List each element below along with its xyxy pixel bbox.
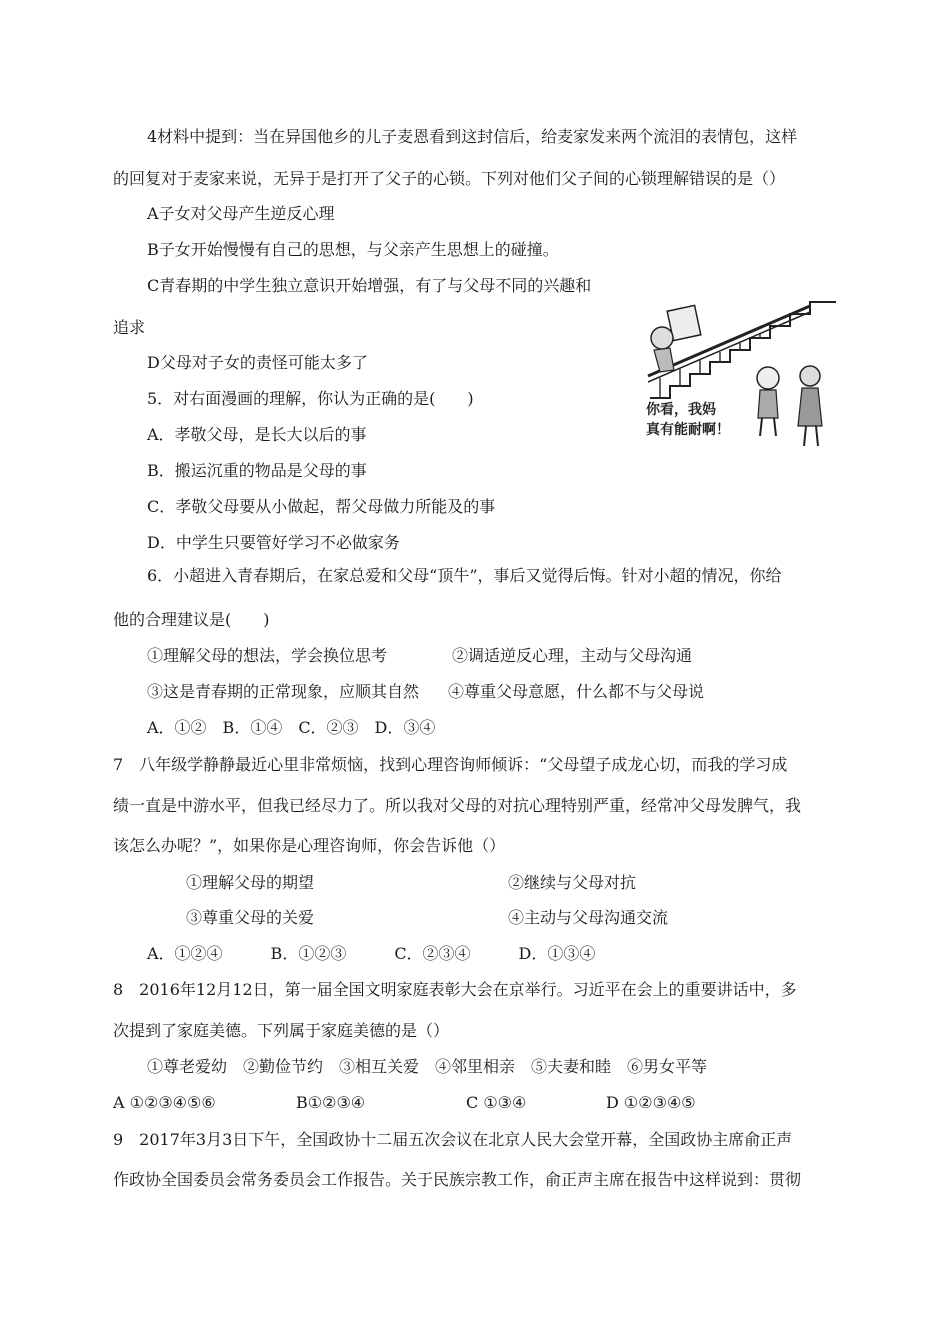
q6-answers: A．①② B．①④ C．②③ D．③④ [147,718,436,737]
q7-statement-2: ②继续与父母对抗 [508,873,637,892]
stairs-cartoon-drawing [640,298,840,458]
q7-stem-line2: 绩一直是中游水平，但我已经尽力了。所以我对父母的对抗心理特别严重，经常冲父母发脾气，我 [113,796,802,815]
q5-stem: 5．对右面漫画的理解，你认为正确的是( ) [147,389,474,408]
q7-answers: A．①②④ B．①②③ C．②③④ D．①③④ [147,944,596,963]
q4-option-a: A子女对父母产生逆反心理 [147,204,335,223]
stairs-cartoon [640,298,840,458]
q4-option-d: D父母对子女的责怪可能太多了 [147,353,368,372]
q7-stem-line1: 7 八年级学静静最近心里非常烦恼，找到心理咨询师倾诉：“父母望子成龙心切，而我的学习成 [113,755,788,774]
q6-stem-line1: 6．小超进入青春期后，在家总爱和父母“顶牛”，事后又觉得后悔。针对小超的情况，你给 [147,566,782,585]
q5-option-d: D．中学生只要管好学习不必做家务 [147,533,400,552]
q8-answer-d: D ①②③④⑤ [606,1093,696,1112]
q8-statements: ①尊老爱幼 ②勤俭节约 ③相互关爱 ④邻里相亲 ⑤夫妻和睦 ⑥男女平等 [147,1057,708,1076]
q8-answer-b: B①②③④ [296,1093,366,1112]
q6-statement-1: ①理解父母的想法，学会换位思考 [147,646,388,665]
q7-statement-1: ①理解父母的期望 [186,873,315,892]
q5-option-c: C．孝敬父母要从小做起，帮父母做力所能及的事 [147,497,496,516]
q4-stem-line2: 的回复对于麦家来说，无异于是打开了父子的心锁。下列对他们父子间的心锁理解错误的是（） [113,169,786,188]
q8-answer-c: C ①③④ [466,1093,527,1112]
cartoon-caption-line1: 你看，我妈 [646,402,716,418]
q4-stem-line1: 4材料中提到：当在异国他乡的儿子麦恩看到这封信后，给麦家发来两个流泪的表情包，这样 [147,127,798,146]
q4-option-c-line1: C青春期的中学生独立意识开始增强，有了与父母不同的兴趣和 [147,276,592,295]
q6-stem-line2: 他的合理建议是( ) [113,610,270,629]
q8-answer-a: A ①②③④⑤⑥ [113,1093,216,1112]
q6-statement-3: ③这是青春期的正常现象，应顺其自然 [147,682,420,701]
q6-statement-4: ④尊重父母意愿，什么都不与父母说 [448,682,705,701]
q8-stem-line1: 8 2016年12月12日，第一届全国文明家庭表彰大会在京举行。习近平在会上的重要讲话中，多 [113,980,797,999]
q9-stem-line2: 作政协全国委员会常务委员会工作报告。关于民族宗教工作，俞正声主席在报告中这样说到：贯彻 [113,1170,802,1189]
q6-statement-2: ②调适逆反心理，主动与父母沟通 [452,646,693,665]
q5-option-b: B．搬运沉重的物品是父母的事 [147,461,367,480]
q5-option-a: A．孝敬父母，是长大以后的事 [147,425,367,444]
cartoon-caption-line2: 真有能耐啊！ [646,422,730,438]
q7-statement-4: ④主动与父母沟通交流 [508,908,669,927]
q4-option-b: B子女开始慢慢有自己的思想，与父亲产生思想上的碰撞。 [147,240,559,259]
q7-statement-3: ③尊重父母的关爱 [186,908,315,927]
q9-stem-line1: 9 2017年3月3日下午，全国政协十二届五次会议在北京人民大会堂开幕，全国政协主席俞正声 [113,1130,793,1149]
q4-option-c-line2: 追求 [113,318,146,337]
q8-stem-line2: 次提到了家庭美德。下列属于家庭美德的是（） [113,1021,450,1040]
q7-stem-line3: 该怎么办呢？”，如果你是心理咨询师，你会告诉他（） [113,836,506,855]
